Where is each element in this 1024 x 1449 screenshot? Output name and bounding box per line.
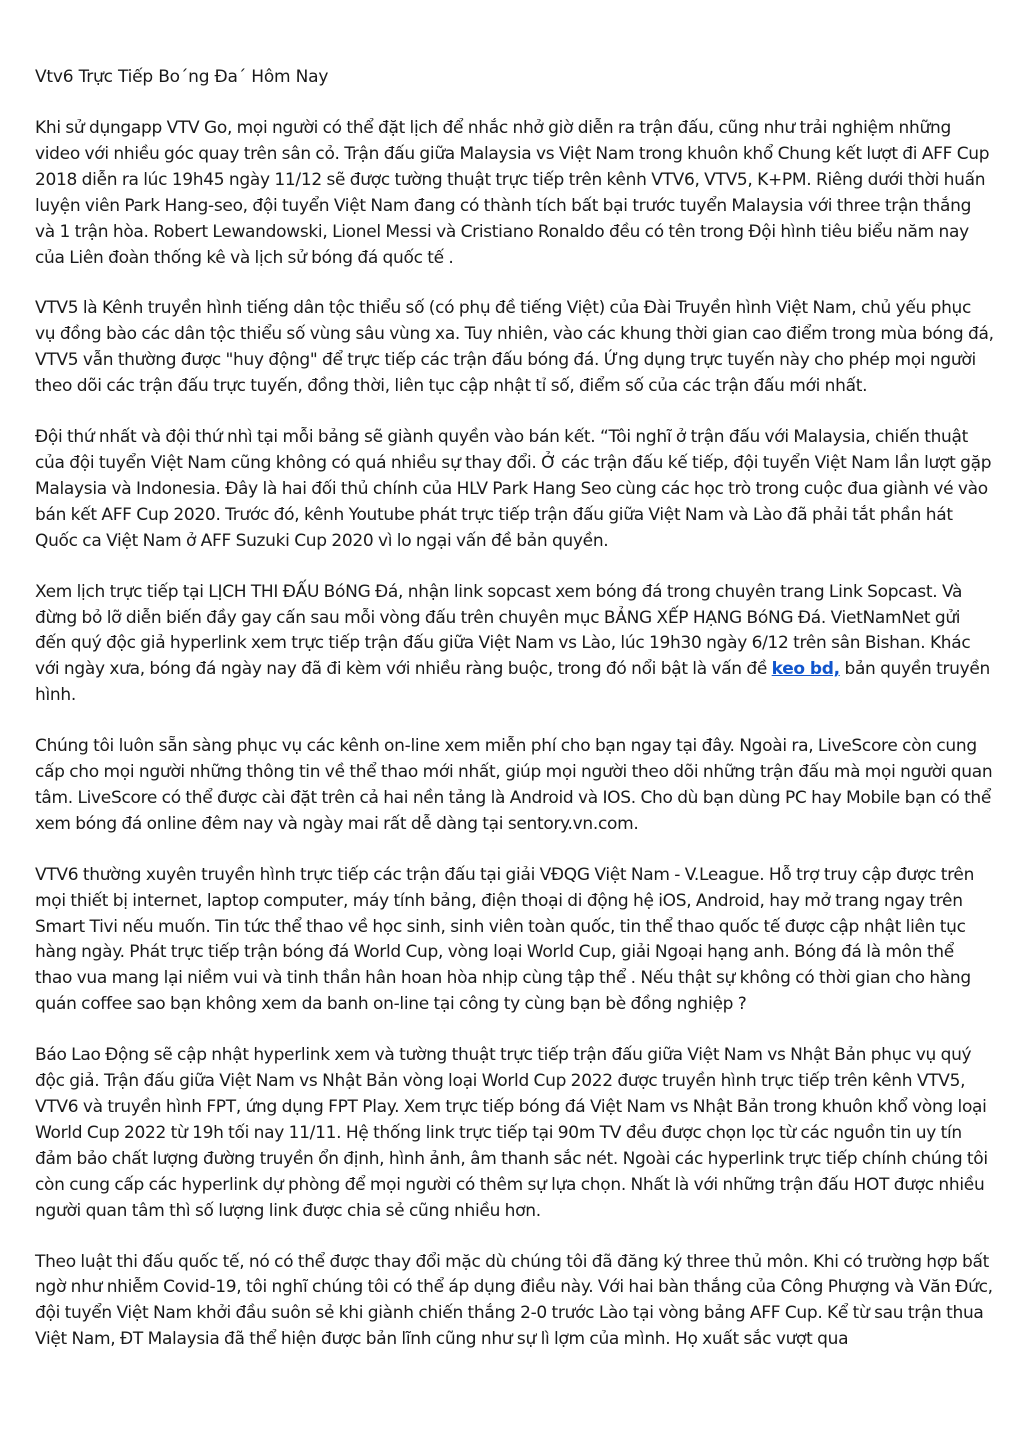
paragraph-1: Khi sử dụngapp VTV Go, mọi người có thể đặt lịch để nhắc nhở giờ diễn ra trận đấu, cũng như trải nghiệm những video với nhiều góc quay trên sân cỏ. Trận đấu giữa Malaysia vs Việt Nam trong khuôn khổ Chung kết lượt đi AFF Cup 2018 diễn ra lúc 19h45 ngày 11/12 sẽ được tường thuật trực tiếp trên kênh VTV6, VTV5, K+PM. Riêng dưới thời huấn luyện viên Park Hang-seo, đội tuyển Việt Nam đang có thành tích bất bại trước tuyển Malaysia với three trận thắng và 1 trận hòa. Robert Lewandowski, Lionel Messi và Cristiano Ronaldo đều có tên trong Đội hình tiêu biểu năm nay của Liên đoàn thống kê và lịch sử bóng đá quốc tế .: [35, 118, 990, 268]
paragraph-3: Đội thứ nhất và đội thứ nhì tại mỗi bảng sẽ giành quyền vào bán kết. “Tôi nghĩ ở trận đấu với Malaysia, chiến thuật của đội tuyển Việt Nam cũng không có quá nhiều sự thay đổi. Ở các trận đấu kế tiếp, đội tuyển Việt Nam lần lượt gặp Malaysia và Indonesia. Đây là hai đối thủ chính của HLV Park Hang Seo cùng các học trò trong cuộc đua giành vé vào bán kết AFF Cup 2020. Trước đó, kênh Youtube phát trực tiếp trận đấu giữa Việt Nam và Lào đã phải tắt phần hát Quốc ca Việt Nam ở AFF Suzuki Cup 2020 vì lo ngại vấn đề bản quyền.: [35, 427, 992, 551]
document-title: Vtv6 Trực Tiếp Bo´ng Đa´ Hôm Nay: [35, 67, 329, 87]
paragraph-4-text-before: Xem lịch trực tiếp tại LỊCH THI ĐẤU BóNG Đá, nhận link sopcast xem bóng đá trong chuyên trang Link Sopcast. Và đừng bỏ lỡ diễn biến đầy gay cấn sau mỗi vòng đấu trên chuyên mục BẢNG XẾP HẠNG BóNG Đá. VietNamNet gửi đến quý độc giả hyperlink xem trực tiếp trận đấu giữa Việt Nam vs Lào, lúc 19h30 ngày 6/12 trên sân Bishan. Khác với ngày xưa, bóng đá ngày nay đã đi kèm với nhiều ràng buộc, trong đó nổi bật là vấn đề: [35, 581, 971, 680]
document-page: [35, 64, 995, 1378]
paragraph-2: VTV5 là Kênh truyền hình tiếng dân tộc thiểu số (có phụ đề tiếng Việt) của Đài Truyền hình Việt Nam, chủ yếu phục vụ đồng bào các dân tộc thiểu số vùng sâu vùng xa. Tuy nhiên, vào các khung thời gian cao điểm trong mùa bóng đá, VTV5 vẫn thường được "huy động" để trực tiếp các trận đấu bóng đá. Ứng dụng trực tuyến này cho phép mọi người theo dõi các trận đấu trực tuyến, đồng thời, liên tục cập nhật tỉ số, điểm số của các trận đấu mới nhất.: [35, 298, 994, 397]
paragraph-4-text-after: bản quyền truyền hình.: [35, 659, 991, 706]
paragraph-8: Theo luật thi đấu quốc tế, nó có thể được thay đổi mặc dù chúng tôi đã đăng ký three thủ môn. Khi có trường hợp bất ngờ như nhiễm Covid-19, tôi nghĩ chúng tôi có thể áp dụng điều này. Với hai bàn thắng của Công Phượng và Văn Đức, đội tuyển Việt Nam khởi đầu suôn sẻ khi giành chiến thắng 2-0 trước Lào tại vòng bảng AFF Cup. Kể từ sau trận thua Việt Nam, ĐT Malaysia đã thể hiện được bản lĩnh cũng như sự lì lợm của mình. Họ xuất sắc vượt qua: [35, 1251, 993, 1350]
paragraph-4: [35, 580, 995, 710]
paragraph-6: VTV6 thường xuyên truyền hình trực tiếp các trận đấu tại giải VĐQG Việt Nam - V.League. Hỗ trợ truy cập được trên mọi thiết bị internet, laptop computer, máy tính bảng, điện thoại di động hệ iOS, Android, hay mở trang ngay trên Smart Tivi nếu muốn. Tin tức thể thao về học sinh, sinh viên toàn quốc, tin thể thao quốc tế được cập nhật liên tục hàng ngày. Phát trực tiếp trận bóng đá World Cup, vòng loại World Cup, giải Ngoại hạng anh. Bóng đá là môn thể thao vua mang lại niềm vui và tinh thần hân hoan hòa nhịp cùng tập thể . Nếu thật sự không có thời gian cho hàng quán coffee sao bạn không xem da banh on-line tại công ty cùng bạn bè đồng nghiệp ?: [35, 864, 975, 1015]
paragraph-5: Chúng tôi luôn sẵn sàng phục vụ các kênh on-line xem miễn phí cho bạn ngay tại đây. Ngoài ra, LiveScore còn cung cấp cho mọi người những thông tin về thể thao mới nhất, giúp mọi người theo dõi những trận đấu mà mọi người quan tâm. LiveScore có thể được cài đặt trên cả hai nền tảng là Android và IOS. Cho dù bạn dùng PC hay Mobile bạn có thể xem bóng đá online đêm nay và ngày mai rất dễ dàng tại sentory.vn.com.: [35, 736, 993, 834]
paragraph-7: Báo Lao Động sẽ cập nhật hyperlink xem và tường thuật trực tiếp trận đấu giữa Việt Nam vs Nhật Bản phục vụ quý độc giả. Trận đấu giữa Việt Nam vs Nhật Bản vòng loại World Cup 2022 được truyền hình trực tiếp trên kênh VTV5, VTV6 và truyền hình FPT, ứng dụng FPT Play. Xem trực tiếp bóng đá Việt Nam vs Nhật Bản trong khuôn khổ vòng loại World Cup 2022 từ 19h tối nay 11/11. Hệ thống link trực tiếp tại 90m TV đều được chọn lọc từ các nguồn tin uy tín đảm bảo chất lượng đường truyền ổn định, hình ảnh, âm thanh sắc nét. Ngoài các hyperlink trực tiếp chính chúng tôi còn cung cấp các hyperlink dự phòng để mọi người có thêm sự lựa chọn. Nhất là với những trận đấu HOT được nhiều người quan tâm thì số lượng link được chia sẻ cũng nhiều hơn.: [35, 1045, 988, 1221]
keo-bd-link[interactable]: keo bd,: [771, 659, 840, 680]
